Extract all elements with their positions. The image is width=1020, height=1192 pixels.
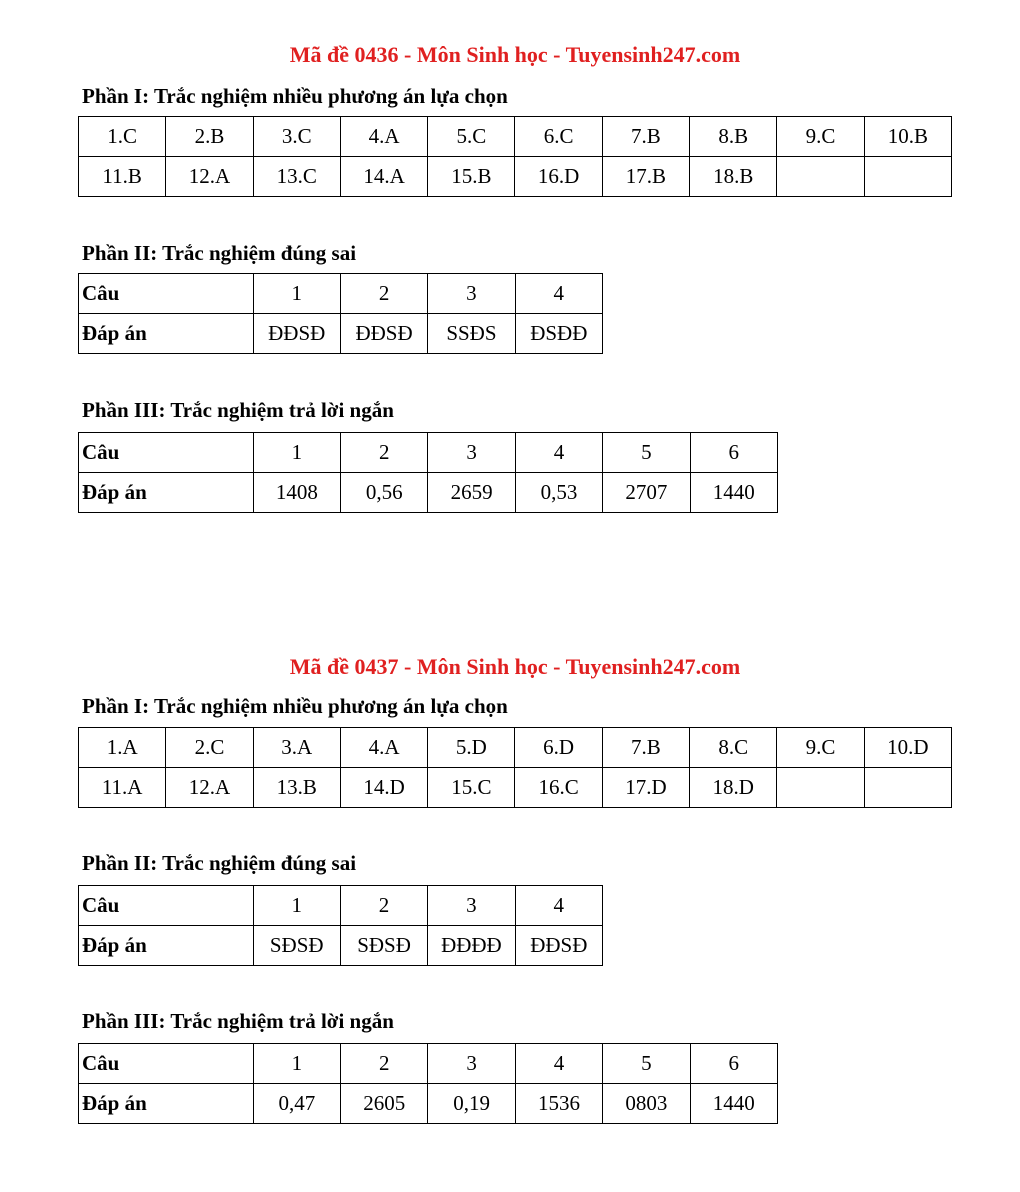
answer-cell: 1.C xyxy=(79,117,166,157)
part3-heading: Phần III: Trắc nghiệm trả lời ngắn xyxy=(82,398,394,422)
question-cell: 2 xyxy=(340,274,427,314)
answer-cell: 1440 xyxy=(690,1084,777,1124)
cau-label: Câu xyxy=(79,886,254,926)
answer-cell: SĐSĐ xyxy=(253,926,340,966)
table-row xyxy=(79,1084,778,1124)
answer-cell: 1536 xyxy=(515,1084,602,1124)
answer-cell xyxy=(777,768,864,808)
answer-cell: 2.B xyxy=(166,117,253,157)
part1-table xyxy=(78,116,952,197)
part2-table xyxy=(78,273,603,354)
answer-cell: 17.B xyxy=(602,157,689,197)
question-cell: 2 xyxy=(341,433,428,473)
question-cell: 3 xyxy=(428,274,515,314)
table-row xyxy=(79,473,778,513)
answer-cell: 2659 xyxy=(428,473,515,513)
answer-cell: 14.A xyxy=(340,157,427,197)
answer-cell: 15.C xyxy=(428,768,515,808)
question-cell: 4 xyxy=(515,1044,602,1084)
answer-cell: 1.A xyxy=(79,728,166,768)
answer-cell: 10.B xyxy=(864,117,951,157)
answer-cell: 4.A xyxy=(340,728,427,768)
answer-cell: 1440 xyxy=(690,473,777,513)
answer-cell: 12.A xyxy=(166,768,253,808)
answer-cell: 1408 xyxy=(253,473,340,513)
table-row xyxy=(79,157,952,197)
question-cell: 1 xyxy=(253,1044,340,1084)
answer-cell: ĐSĐĐ xyxy=(515,314,602,354)
answer-cell: 2707 xyxy=(603,473,690,513)
exam-title: Mã đề 0437 - Môn Sinh học - Tuyensinh247.com xyxy=(289,654,741,679)
answer-cell: 8.C xyxy=(690,728,777,768)
dapan-label: Đáp án xyxy=(79,926,254,966)
question-cell: 3 xyxy=(428,433,515,473)
answer-cell: 8.B xyxy=(690,117,777,157)
part3-table xyxy=(78,432,778,513)
dapan-label: Đáp án xyxy=(79,473,254,513)
answer-cell: 16.C xyxy=(515,768,602,808)
part1-table xyxy=(78,727,952,808)
answer-cell: 10.D xyxy=(864,728,951,768)
question-cell: 4 xyxy=(515,433,602,473)
answer-cell: ĐĐSĐ xyxy=(253,314,340,354)
table-row xyxy=(79,886,603,926)
answer-cell: ĐĐĐĐ xyxy=(428,926,515,966)
answer-cell: 2.C xyxy=(166,728,253,768)
answer-cell: 9.C xyxy=(777,117,864,157)
answer-cell xyxy=(864,157,951,197)
table-row xyxy=(79,314,603,354)
answer-cell: 4.A xyxy=(340,117,427,157)
question-cell: 5 xyxy=(603,433,690,473)
cau-label: Câu xyxy=(79,1044,254,1084)
table-row xyxy=(79,1044,778,1084)
answer-cell: 2605 xyxy=(341,1084,428,1124)
answer-cell xyxy=(777,157,864,197)
question-cell: 4 xyxy=(515,274,602,314)
answer-cell: 6.D xyxy=(515,728,602,768)
part1-heading: Phần I: Trắc nghiệm nhiều phương án lựa chọn xyxy=(82,84,508,108)
answer-cell: 7.B xyxy=(602,728,689,768)
answer-cell: 5.C xyxy=(428,117,515,157)
answer-cell: 0,53 xyxy=(515,473,602,513)
answer-cell: 13.C xyxy=(253,157,340,197)
question-cell: 3 xyxy=(428,886,515,926)
answer-cell: 11.B xyxy=(79,157,166,197)
answer-cell: 12.A xyxy=(166,157,253,197)
answer-cell: 14.D xyxy=(340,768,427,808)
answer-cell: 11.A xyxy=(79,768,166,808)
answer-cell: 9.C xyxy=(777,728,864,768)
answer-cell xyxy=(864,768,951,808)
question-cell: 2 xyxy=(341,1044,428,1084)
exam-title: Mã đề 0436 - Môn Sinh học - Tuyensinh247.com xyxy=(289,42,741,67)
answer-cell: SĐSĐ xyxy=(340,926,427,966)
answer-cell: 13.B xyxy=(253,768,340,808)
answer-cell: 5.D xyxy=(428,728,515,768)
table-row xyxy=(79,433,778,473)
answer-cell: ĐĐSĐ xyxy=(515,926,602,966)
table-row xyxy=(79,926,603,966)
question-cell: 1 xyxy=(253,274,340,314)
answer-cell: 15.B xyxy=(428,157,515,197)
question-cell: 4 xyxy=(515,886,602,926)
part3-table xyxy=(78,1043,778,1124)
table-row xyxy=(79,768,952,808)
question-cell: 5 xyxy=(603,1044,690,1084)
answer-cell: ĐĐSĐ xyxy=(340,314,427,354)
answer-cell: 18.D xyxy=(690,768,777,808)
answer-cell: 0,56 xyxy=(341,473,428,513)
answer-cell: 0,19 xyxy=(428,1084,515,1124)
part2-heading: Phần II: Trắc nghiệm đúng sai xyxy=(82,851,357,875)
part2-heading: Phần II: Trắc nghiệm đúng sai xyxy=(82,241,357,265)
answer-cell: 6.C xyxy=(515,117,602,157)
part3-heading: Phần III: Trắc nghiệm trả lời ngắn xyxy=(82,1009,394,1033)
question-cell: 1 xyxy=(253,433,340,473)
cau-label: Câu xyxy=(79,274,254,314)
table-row xyxy=(79,728,952,768)
dapan-label: Đáp án xyxy=(79,314,254,354)
table-row xyxy=(79,274,603,314)
question-cell: 6 xyxy=(690,1044,777,1084)
answer-cell: 7.B xyxy=(602,117,689,157)
cau-label: Câu xyxy=(79,433,254,473)
answer-cell: 3.C xyxy=(253,117,340,157)
question-cell: 1 xyxy=(253,886,340,926)
question-cell: 2 xyxy=(340,886,427,926)
answer-cell: SSĐS xyxy=(428,314,515,354)
answer-cell: 18.B xyxy=(690,157,777,197)
table-row xyxy=(79,117,952,157)
question-cell: 3 xyxy=(428,1044,515,1084)
answer-cell: 16.D xyxy=(515,157,602,197)
part1-heading: Phần I: Trắc nghiệm nhiều phương án lựa chọn xyxy=(82,694,508,718)
part2-table xyxy=(78,885,603,966)
dapan-label: Đáp án xyxy=(79,1084,254,1124)
question-cell: 6 xyxy=(690,433,777,473)
answer-cell: 0803 xyxy=(603,1084,690,1124)
answer-cell: 3.A xyxy=(253,728,340,768)
answer-cell: 17.D xyxy=(602,768,689,808)
answer-cell: 0,47 xyxy=(253,1084,340,1124)
